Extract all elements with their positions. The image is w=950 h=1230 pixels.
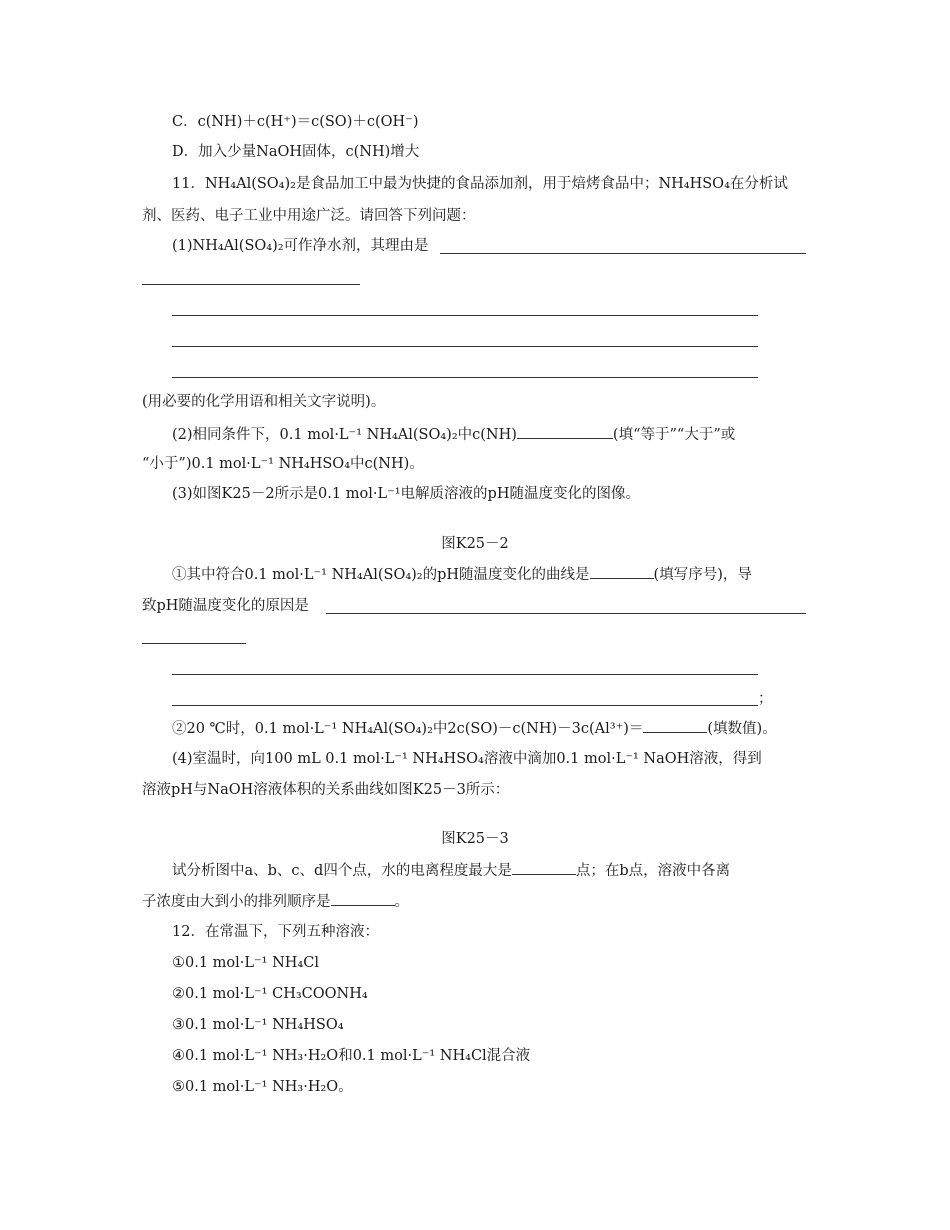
solution-2: ②0.1 mol·L⁻¹ CH₃COONH₄ [172, 986, 368, 1002]
q12-intro: 12．在常温下，下列五种溶液： [172, 924, 379, 940]
answer-blank [172, 377, 758, 378]
q11-part4-line4 [142, 891, 409, 912]
q11-part1-note: (用必要的化学用语和相关文字说明)。 [142, 394, 386, 410]
q11-intro-line2: 剂、医药、电子工业中用途广泛。请回答下列问题： [142, 208, 476, 224]
q11-intro-line1: 11．NH₄Al(SO₄)₂是食品加工中最为快捷的食品添加剂，用于焙烤食品中；NH₄HSO₄在分析试 [172, 176, 788, 192]
q11-part4-line2: 溶液pH与NaOH溶液体积的关系曲线如图K25－3所示： [142, 782, 510, 798]
figure-caption-k25-3: 图K25－3 [441, 831, 509, 847]
answer-blank [512, 860, 576, 875]
answer-blank [172, 315, 758, 316]
q11-part3-prompt: (3)如图K25－2所示是0.1 mol·L⁻¹电解质溶液的pH随温度变化的图像。 [172, 486, 640, 502]
answer-blank [326, 613, 806, 614]
solution-3: ③0.1 mol·L⁻¹ NH₄HSO₄ [172, 1017, 344, 1033]
solution-4: ④0.1 mol·L⁻¹ NH₃·H₂O和0.1 mol·L⁻¹ NH₄Cl混合液 [172, 1048, 531, 1064]
solution-5: ⑤0.1 mol·L⁻¹ NH₃·H₂O。 [172, 1079, 353, 1095]
q11-part3-1-text: ①其中符合0.1 mol·L⁻¹ NH₄Al(SO₄)₂的pH随温度变化的曲线是 [172, 567, 590, 583]
answer-blank [331, 891, 395, 906]
q11-part2-tail: (填“等于”“大于”或 [612, 427, 736, 443]
answer-blank [172, 346, 758, 347]
answer-blank [440, 253, 806, 254]
semicolon: ； [758, 691, 773, 707]
q11-part4-order-text: 子浓度由大到小的排列顺序是 [142, 894, 331, 910]
q11-part4-q-mid: 点；在b点，溶液中各离 [575, 863, 731, 879]
q11-part2-text: (2)相同条件下，0.1 mol·L⁻¹ NH₄Al(SO₄)₂中c(NH) [172, 427, 517, 443]
answer-blank [590, 564, 654, 579]
answer-blank [172, 674, 758, 675]
answer-blank [517, 424, 613, 439]
q11-part4-line3 [172, 860, 730, 881]
q11-part3-1-line1 [172, 564, 752, 585]
answer-blank [142, 284, 360, 285]
q11-part2-line1 [172, 424, 735, 445]
q11-part4-order-tail: 。 [394, 894, 409, 910]
solution-1: ①0.1 mol·L⁻¹ NH₄Cl [172, 955, 319, 971]
answer-blank [172, 705, 758, 706]
q11-part3-2-tail: (填数值)。 [707, 721, 777, 737]
q11-part3-2-text: ②20 ℃时，0.1 mol·L⁻¹ NH₄Al(SO₄)₂中2c(SO)－c(NH)－3c(Al³⁺)＝ [172, 721, 644, 737]
q11-part4-q-text: 试分析图中a、b、c、d四个点，水的电离程度最大是 [172, 863, 512, 879]
q11-part3-1-line2: 致pH随温度变化的原因是 [142, 598, 309, 614]
option-c: C．c(NH)＋c(H⁺)＝c(SO)＋c(OH⁻) [172, 114, 419, 130]
q11-part3-1-tail: (填写序号)，导 [653, 567, 752, 583]
q11-part3-2 [172, 718, 777, 739]
q11-part4-line1: (4)室温时，向100 mL 0.1 mol·L⁻¹ NH₄HSO₄溶液中滴加0.1 mol·L⁻¹ NaOH溶液，得到 [172, 751, 762, 767]
q11-part2-line2: “小于”)0.1 mol·L⁻¹ NH₄HSO₄中c(NH)。 [142, 456, 424, 472]
answer-blank [643, 718, 707, 733]
option-d: D．加入少量NaOH固体，c(NH)增大 [172, 144, 420, 160]
figure-caption-k25-2: 图K25－2 [441, 536, 509, 552]
q11-part1-prompt: (1)NH₄Al(SO₄)₂可作净水剂，其理由是 [172, 238, 429, 254]
answer-blank [142, 643, 246, 644]
